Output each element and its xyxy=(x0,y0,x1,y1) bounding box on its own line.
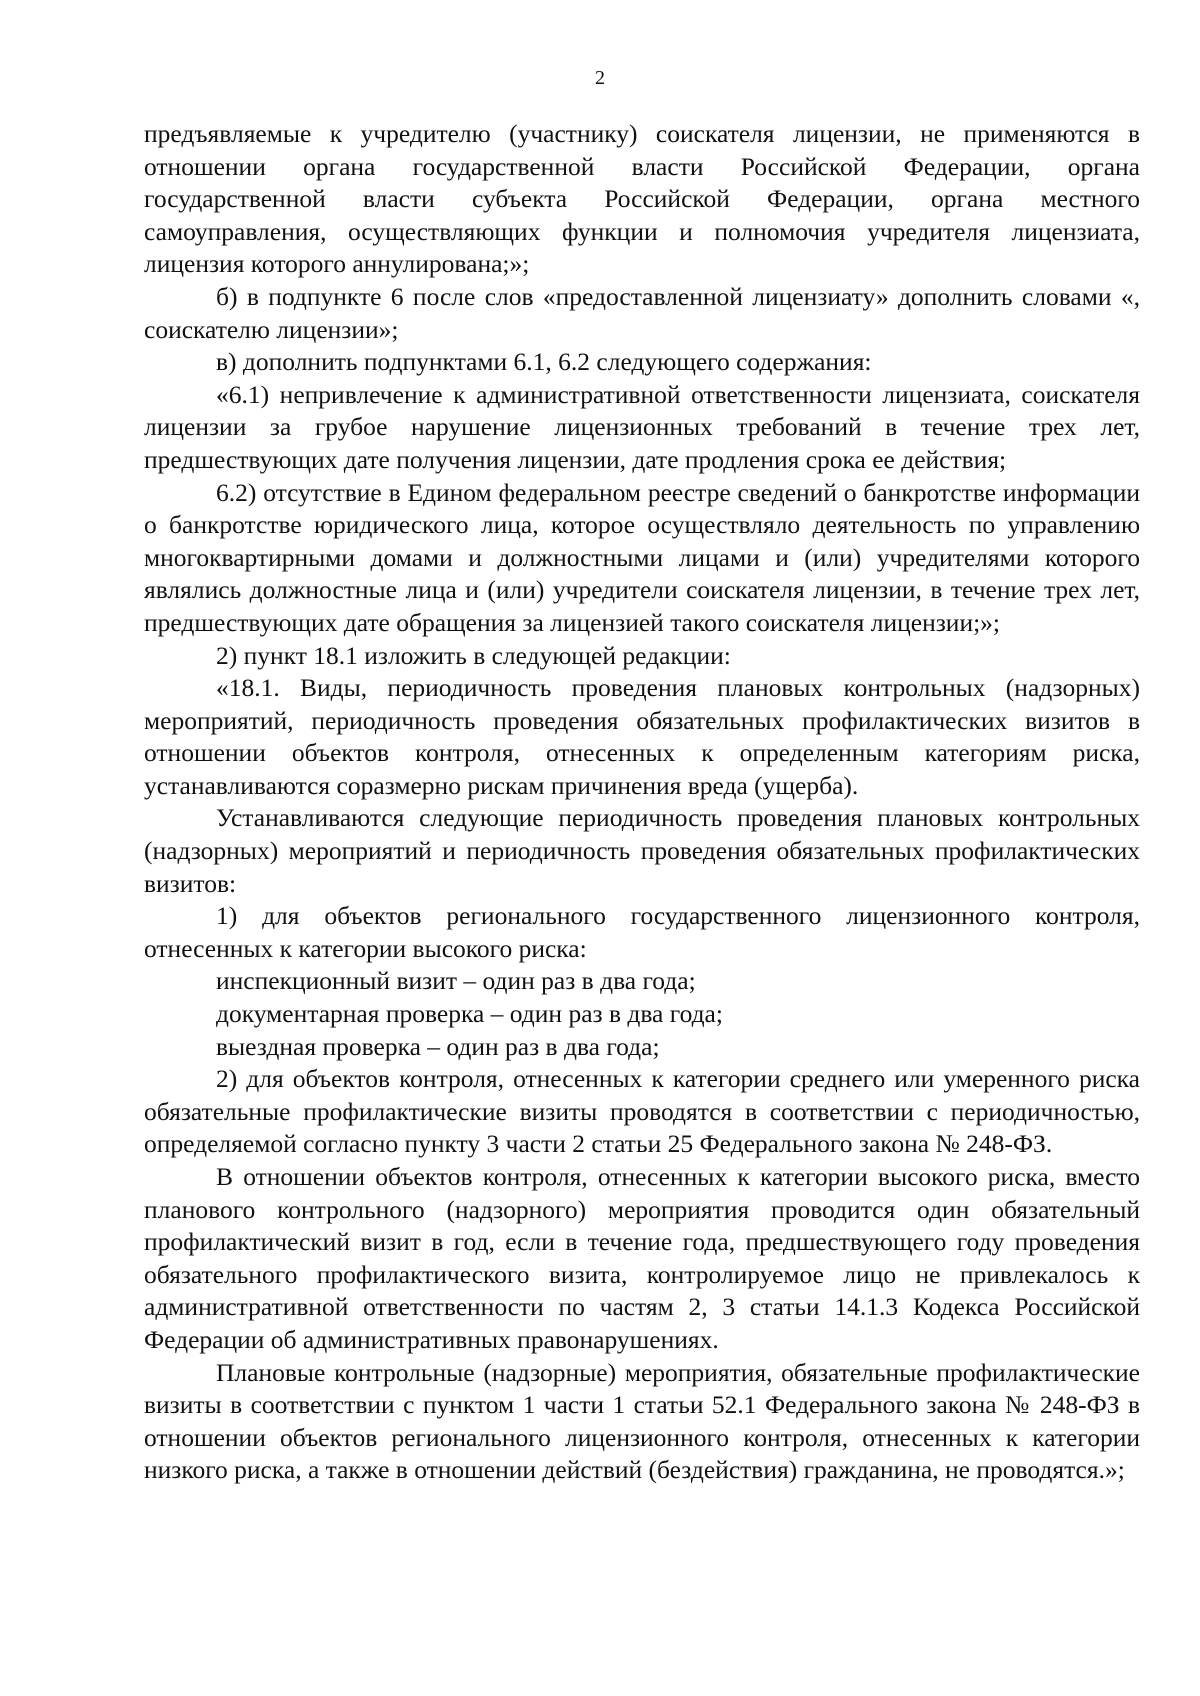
paragraph-point-2: 2) пункт 18.1 изложить в следующей редакции: xyxy=(216,640,731,670)
paragraph-subpoint-v: в) дополнить подпунктами 6.1, 6.2 следующего содержания: xyxy=(216,347,872,377)
paragraph-periodicity-intro: Устанавливаются следующие периодичность проведения плановых контрольных (надзорных) мероприятий и периодичность проведения обязательных профилактических визитов: xyxy=(144,803,1140,898)
paragraph-founder-requirements: предъявляемые к учредителю (участнику) соискателя лицензии, не применяются в отношении органа государственной власти Российской Федерации, органа государственной власти субъекта Российской Федерации, органа местного самоуправления, осуществляющих функции и полномочия учредителя лицензиата, лицензия которого аннулирована;»; xyxy=(144,119,1140,279)
document-body xyxy=(144,118,1140,1487)
page-number: 2 xyxy=(595,67,605,89)
paragraph-high-risk-visit: В отношении объектов контроля, отнесенных к категории высокого риска, вместо планового контрольного (надзорного) мероприятия проводится один обязательный профилактический визит в год, если в течение года, предшествующего году проведения обязательного профилактического визита, контролируемое лицо не привлекалось к административной ответственности по частям 2, 3 статьи 14.1.3 Кодекса Российской Федерации об административных правонарушениях. xyxy=(144,1162,1140,1354)
paragraph-item-18-1: «18.1. Виды, периодичность проведения плановых контрольных (надзорных) мероприятий, периодичность проведения обязательных профилактических визитов в отношении объектов контроля, отнесенных к определенным категориям риска, устанавливаются соразмерно рискам причинения вреда (ущерба). xyxy=(144,673,1140,800)
paragraph-item-6-1: «6.1) непривлечение к административной ответственности лицензиата, соискателя лицензии за грубое нарушение лицензионных требований в течение трех лет, предшествующих дате получения лицензии, дате продления срока ее действия; xyxy=(144,379,1140,474)
list-item-field-check: выездная проверка – один раз в два года; xyxy=(216,1031,660,1061)
paragraph-high-risk: 1) для объектов регионального государственного лицензионного контроля, отнесенных к категории высокого риска: xyxy=(144,901,1140,963)
paragraph-item-6-2: 6.2) отсутствие в Едином федеральном реестре сведений о банкротстве информации о банкротстве юридического лица, которое осуществляло деятельность по управлению многоквартирными домами и должностными лицами и (или) учредителями которого являлись должностные лица и (или) учредители соискателя лицензии, в течение трех лет, предшествующих дате обращения за лицензией такого соискателя лицензии;»; xyxy=(144,477,1140,637)
paragraph-subpoint-b: б) в подпункте 6 после слов «предоставленной лицензиату» дополнить словами «, соискателю лицензии»; xyxy=(144,281,1140,344)
paragraph-medium-risk: 2) для объектов контроля, отнесенных к категории среднего или умеренного риска обязательные профилактические визиты проводятся в соответствии с периодичностью, определяемой согласно пункту 3 части 2 статьи 25 Федерального закона № 248-ФЗ. xyxy=(144,1064,1140,1159)
paragraph-low-risk: Плановые контрольные (надзорные) мероприятия, обязательные профилактические визиты в соответствии с пунктом 1 части 1 статьи 52.1 Федерального закона № 248-ФЗ в отношении объектов регионального лицензионного контроля, отнесенных к категории низкого риска, а также в отношении действий (бездействия) гражданина, не проводятся.»; xyxy=(144,1357,1140,1485)
list-item-documentary-check: документарная проверка – один раз в два года; xyxy=(216,999,723,1029)
list-item-inspection-visit: инспекционный визит – один раз в два года; xyxy=(216,966,696,996)
